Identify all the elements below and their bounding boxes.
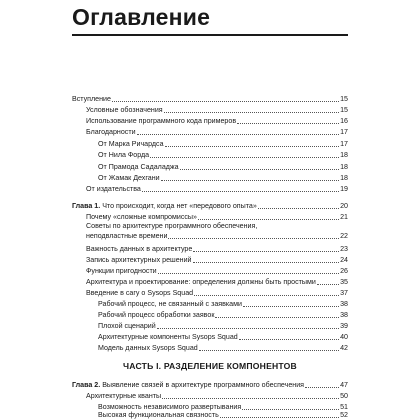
page-title: Оглавление (72, 4, 211, 30)
chapter-title: Выявление связей в архитектуре программного обеспечения (100, 381, 304, 389)
leader-dots (220, 417, 339, 418)
leader-dots (193, 251, 339, 252)
toc-entry-title: Возможность независимого развертывания (98, 403, 242, 411)
toc-entry (98, 148, 348, 160)
leader-dots (157, 328, 339, 329)
leader-dots (137, 134, 340, 135)
toc-entry-title: Плохой сценарий (98, 322, 156, 330)
toc-entry-title: Почему «сложные компромиссы» (86, 213, 197, 221)
toc-entry-title: Благодарности (86, 128, 136, 136)
leader-dots (142, 191, 339, 192)
leader-dots (239, 339, 339, 340)
leader-dots (258, 208, 339, 209)
toc-entry-page: 47 (340, 381, 348, 389)
toc-entry-title: Высокая функциональная связность (98, 411, 219, 419)
toc-entry-page: 18 (340, 174, 348, 182)
toc-entry-title: Советы по архитектуре программного обеспечения, (86, 222, 258, 230)
toc-entry-page: 18 (340, 151, 348, 159)
toc-entry-page: 23 (340, 245, 348, 253)
toc-entry-page: 17 (340, 140, 348, 148)
toc-entry-title: Условные обозначения (86, 106, 163, 114)
toc-entry-title: Архитектурные компоненты Sysops Squad (98, 333, 238, 341)
leader-dots (305, 387, 339, 388)
toc-entry-title: Важность данных в архитектуре (86, 245, 193, 253)
chapter-label: Глава 1. (72, 202, 101, 210)
toc-entry-page: 24 (340, 256, 348, 264)
toc-entry-page: 38 (340, 311, 348, 319)
leader-dots (158, 273, 339, 274)
chapter-label: Глава 2. (72, 381, 101, 389)
toc-entry-title: Архитектура и проектирование: определения должны быть простыми (86, 278, 316, 286)
toc-entry-page: 42 (340, 344, 348, 352)
leader-dots (194, 295, 339, 296)
leader-dots (215, 317, 339, 318)
toc-entry-page: 52 (340, 411, 348, 419)
toc-entry-title: Рабочий процесс обработки заявок (98, 311, 215, 319)
leader-dots (164, 112, 339, 113)
toc-entry-title: От издательства (86, 185, 141, 193)
leader-dots (168, 238, 339, 239)
toc-entry-page: 15 (340, 95, 348, 103)
toc-entry-title: От Марка Ричардса (98, 140, 164, 148)
toc-entry-page: 15 (340, 106, 348, 114)
leader-dots (161, 180, 340, 181)
toc-entry (86, 182, 348, 194)
toc-entry (86, 222, 348, 241)
leader-dots (198, 219, 339, 220)
toc-entry-page: 26 (340, 267, 348, 275)
toc-entry (98, 408, 348, 420)
toc-entry-title: Запись архитектурных решений (86, 256, 192, 264)
toc-entry (86, 125, 348, 137)
toc-entry-page: 21 (340, 213, 348, 221)
toc-entry-page: 39 (340, 322, 348, 330)
toc-entry-page: 22 (340, 231, 348, 240)
leader-dots (162, 398, 339, 399)
toc-entry-title: Рабочий процесс, не связанный с заявками (98, 300, 242, 308)
leader-dots (193, 262, 340, 263)
toc-entry-page: 37 (340, 289, 348, 297)
toc-entry-title: Использование программного кода примеров (86, 117, 237, 125)
leader-dots (199, 350, 339, 351)
toc-entry-title: От Прамода Садаладжа (98, 163, 179, 171)
toc-entry (98, 341, 348, 353)
toc-entry-page: 40 (340, 333, 348, 341)
toc-entry-title: Введение в сагу о Sysops Squad (86, 289, 194, 297)
part-heading: ЧАСТЬ I. РАЗДЕЛЕНИЕ КОМПОНЕНТОВ (123, 361, 297, 371)
toc-entry-page: 35 (340, 278, 348, 286)
toc-entry-page: 17 (340, 128, 348, 136)
toc-entry-page: 16 (340, 117, 348, 125)
toc-entry-page: 51 (340, 403, 348, 411)
toc-entry-title: Вступление (72, 95, 111, 103)
toc-entry-title: От Нила Форда (98, 151, 150, 159)
toc-entry-title: Функции пригодности (86, 267, 157, 275)
toc-entry-page: 20 (340, 202, 348, 210)
leader-dots (165, 146, 340, 147)
toc-entry-title-continued: неподвластные времени (86, 231, 168, 240)
toc-entry-page: 19 (340, 185, 348, 193)
toc-entry-title: От Жамак Дехгани (98, 174, 160, 182)
chapter-title: Что происходит, когда нет «передового опыта» (100, 202, 257, 210)
toc-entry-page: 18 (340, 163, 348, 171)
leader-dots (150, 157, 339, 158)
toc-entry-title: Модель данных Sysops Squad (98, 344, 198, 352)
leader-dots (243, 306, 339, 307)
leader-dots (237, 123, 339, 124)
leader-dots (112, 101, 339, 102)
toc-entry-title: Архитектурные кванты (86, 392, 162, 400)
leader-dots (317, 284, 339, 285)
toc-entry-page: 38 (340, 300, 348, 308)
toc-entry (86, 210, 348, 222)
leader-dots (180, 169, 340, 170)
toc-entry-page: 50 (340, 392, 348, 400)
